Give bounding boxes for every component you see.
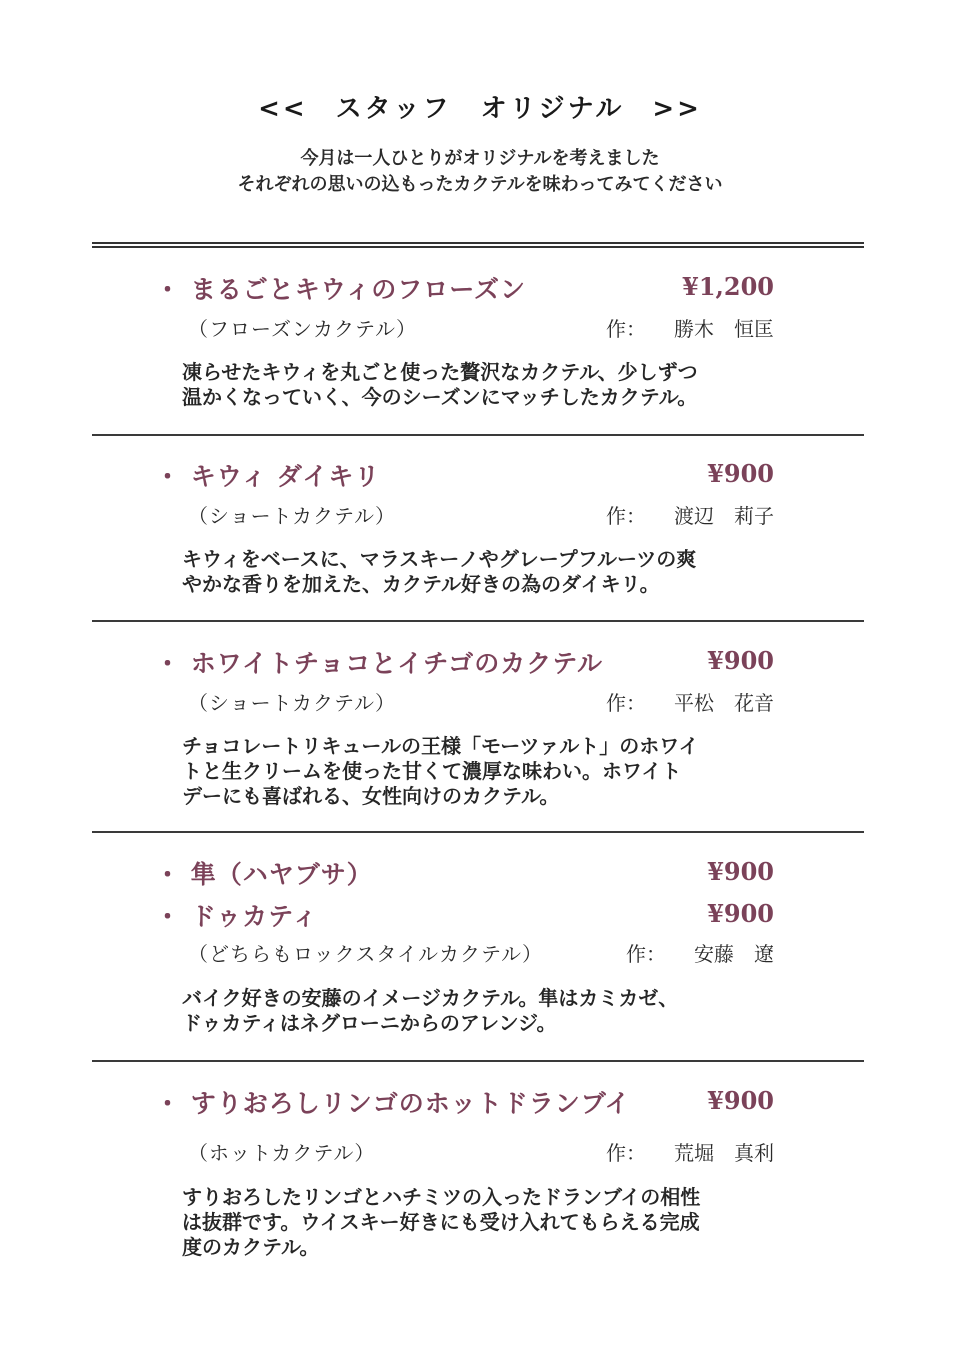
header-title-text: スタッフ オリジナル — [335, 94, 625, 124]
maker-label: 作： — [626, 942, 666, 966]
item-2-description: キウィをベースに、マラスキーノやグレープフルーツの爽 やかな香りを加えた、カクテル好きの為のダイキリ。 — [182, 547, 697, 596]
divider — [92, 434, 864, 436]
item-4-maker-name: 安藤 遼 — [694, 942, 774, 966]
item-3-maker-name: 平松 花音 — [674, 691, 774, 715]
item-4-type: （どちらもロックスタイルカクテル） — [188, 942, 543, 966]
item-2-name: ・ キウィ ダイキリ — [155, 462, 381, 491]
menu-header-title — [0, 88, 960, 125]
item-5-description: すりおろしたリンゴとハチミツの入ったドランブイの相性 は抜群です。ウイスキー好きにも受け入れてもらえる完成 度のカクテル。 — [182, 1185, 701, 1259]
item-2-maker-name: 渡辺 莉子 — [674, 504, 774, 528]
intro-line-2: それぞれの思いの込もったカクテルを味わってみてください — [237, 174, 723, 195]
divider — [92, 831, 864, 833]
item-1-maker — [606, 313, 774, 342]
divider — [92, 620, 864, 622]
item-4-description: バイク好きの安藤のイメージカクテル。隼はカミカゼ、 ドゥカティはネグローニからのアレンジ。 — [182, 986, 679, 1035]
item-3-type: （ショートカクテル） — [188, 691, 396, 715]
item-5-type: （ホットカクテル） — [188, 1141, 376, 1165]
item-4-maker — [626, 938, 774, 967]
header-close-mark: >> — [652, 94, 702, 124]
item-5-price: ¥900 — [707, 1086, 774, 1115]
maker-label: 作： — [606, 317, 646, 341]
item-4-name: ・ 隼（ハヤブサ） — [155, 860, 373, 889]
divider — [92, 1060, 864, 1062]
item-3-name: ・ ホワイトチョコとイチゴのカクテル — [155, 649, 603, 678]
maker-label: 作： — [606, 1141, 646, 1165]
double-divider — [92, 242, 864, 248]
item-4b-price: ¥900 — [707, 899, 774, 928]
item-3-price: ¥900 — [707, 646, 774, 675]
intro-text — [0, 146, 960, 198]
item-3-description: チョコレートリキュールの王様「モーツァルト」のホワイ トと生クリームを使った甘くて濃厚な味わい。ホワイト デーにも喜ばれる、女性向けのカクテル。 — [182, 734, 699, 808]
item-2-type: （ショートカクテル） — [188, 504, 396, 528]
item-1-name: ・ まるごとキウィのフローズン — [155, 275, 526, 304]
item-5-maker — [606, 1137, 774, 1166]
intro-line-1: 今月は一人ひとりがオリジナルを考えました — [300, 148, 660, 169]
item-1-maker-name: 勝木 恒匡 — [674, 317, 774, 341]
maker-label: 作： — [606, 504, 646, 528]
item-5-maker-name: 荒堀 真利 — [674, 1141, 774, 1165]
item-3-maker — [606, 687, 774, 716]
maker-label: 作： — [606, 691, 646, 715]
item-4-price: ¥900 — [707, 857, 774, 886]
item-1-price: ¥1,200 — [682, 272, 774, 301]
item-2-price: ¥900 — [707, 459, 774, 488]
header-open-mark: << — [258, 94, 308, 124]
item-5-name: ・ すりおろしリンゴのホットドランブイ — [155, 1089, 631, 1118]
item-1-type: （フローズンカクテル） — [188, 317, 417, 341]
item-2-maker — [606, 500, 774, 529]
item-1-description: 凍らせたキウィを丸ごと使った贅沢なカクテル、少しずつ 温かくなっていく、今のシーズンにマッチしたカクテル。 — [182, 360, 698, 409]
item-4b-name: ・ ドゥカティ — [155, 902, 319, 931]
